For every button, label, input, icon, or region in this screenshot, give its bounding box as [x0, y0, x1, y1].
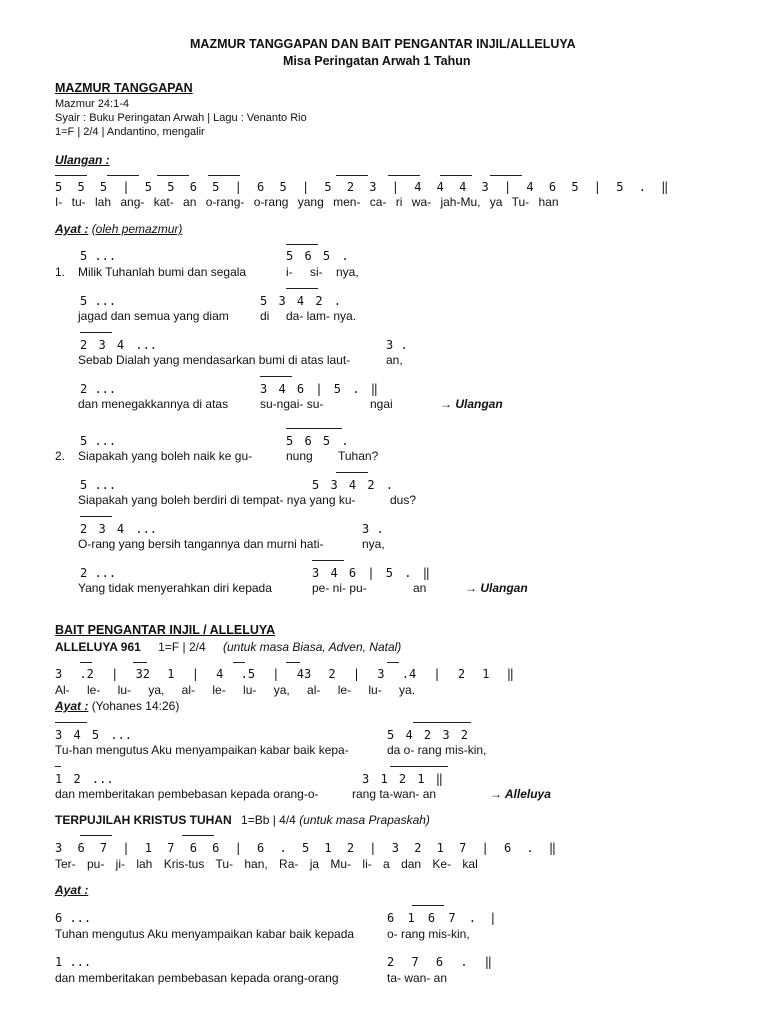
beam — [490, 175, 522, 176]
v1-l1-syl: nya, — [336, 265, 359, 279]
b2-syl: ta- wan- an — [387, 971, 448, 985]
beam — [387, 662, 399, 663]
v1-l2-notes-a: 5 ... — [80, 294, 117, 308]
ayat-line — [55, 222, 182, 236]
mazmur-key: 1=F | 2/4 | Andantino, mengalir — [55, 126, 205, 138]
v1-l3-notes-a: 2 3 4 ... — [80, 338, 158, 352]
ayat-label: Ayat : — [55, 222, 89, 236]
b2-notes-a: 1 ... — [55, 955, 92, 969]
beam — [182, 835, 214, 836]
alleluya-line — [55, 640, 401, 654]
beam — [133, 662, 147, 663]
ulangan-lyric: I- tu- lah ang- kat- an o-rang- o-rang yang men- ca- ri wa- jah-Mu, ya Tu- han — [55, 195, 559, 209]
beam — [157, 175, 189, 176]
v1-l1-notes-b: 5 6 5 . — [286, 249, 349, 263]
v2-l4-syl: pe- ni- pu- — [312, 581, 367, 595]
a2-notes-a: 1 2 ... — [55, 772, 114, 786]
v2-l4-syl: an — [413, 581, 427, 595]
a1-syl: da o- rang mis-kin, — [387, 743, 487, 757]
v2-num: 2. — [55, 449, 66, 463]
v1-l3-text: Sebab Dialah yang mendasarkan bumi di atas laut- — [78, 353, 351, 367]
mazmur-ref: Mazmur 24:1-4 — [55, 98, 129, 110]
beam — [55, 175, 87, 176]
v2-l2-notes-b: 5 3 4 2 . — [312, 478, 394, 492]
v2-l2-text: Siapakah yang boleh berdiri di tempat- nya yang ku- — [78, 493, 356, 507]
v2-ulangan-ref: → Ulangan — [465, 581, 528, 595]
v2-l3-syl: nya, — [362, 537, 385, 551]
bait-ayat-line — [55, 699, 179, 713]
v2-l2-notes-a: 5 ... — [80, 478, 117, 492]
v2-l4-notes-a: 2 ... — [80, 566, 117, 580]
a1-text: Tu-han mengutus Aku menyampaikan kabar baik kepa- — [55, 743, 349, 757]
v1-l4-text: dan menegakkannya di atas — [78, 397, 229, 411]
a1-notes-b: 5 4 2 3 2 — [387, 728, 469, 742]
beam — [286, 662, 300, 663]
tk-line — [55, 813, 430, 827]
ayat-performer: (oleh pemazmur) — [91, 222, 183, 236]
v1-ulangan-ref: → Ulangan — [440, 397, 503, 411]
v1-l2-syl: da- lam- nya. — [286, 309, 357, 323]
ulangan-label: Ulangan : — [55, 153, 110, 167]
v2-l4-text: Yang tidak menyerahkan diri kepada — [78, 581, 272, 595]
b1-notes-b: 6 1 6 7 . | — [387, 911, 497, 925]
mazmur-heading: MAZMUR TANGGAPAN — [55, 81, 193, 95]
beam — [390, 766, 448, 767]
tk-notes: 3 6 7 | 1 7 6 6 | 6 . 5 1 2 | 3 2 1 7 | 6 . ‖ — [55, 841, 557, 855]
a2-notes-b: 3 1 2 1 ‖ — [362, 772, 444, 786]
v1-l3-notes-b: 3 . — [386, 338, 408, 352]
beam — [80, 332, 112, 333]
beam — [286, 428, 342, 429]
alleluya-lyric: Al- le- lu- ya, al- le- lu- ya, al- le- lu- ya. — [55, 683, 416, 697]
beam — [388, 175, 420, 176]
page-subtitle: Misa Peringatan Arwah 1 Tahun — [283, 54, 471, 68]
v1-l1-notes-a: 5 ... — [80, 249, 117, 263]
v1-l1-text: Milik Tuhanlah bumi dan segala — [78, 265, 247, 279]
alleluya-key: 1=F | 2/4 — [158, 640, 206, 654]
v2-l4-notes-b: 3 4 6 | 5 . ‖ — [312, 566, 430, 580]
b1-syl: o- rang mis-kin, — [387, 927, 470, 941]
v1-l3-syl: an, — [386, 353, 403, 367]
beam — [440, 175, 472, 176]
b2-text: dan memberitakan pembebasan kepada orang-orang — [55, 971, 339, 985]
beam — [233, 662, 245, 663]
bait-heading: BAIT PENGANTAR INJIL / ALLELUYA — [55, 623, 276, 637]
v2-l1-notes-a: 5 ... — [80, 434, 117, 448]
v1-l2-notes-b: 5 3 4 2 . — [260, 294, 342, 308]
tk-title: TERPUJILAH KRISTUS TUHAN — [55, 813, 232, 827]
bait-ayat-ref: (Yohanes 14:26) — [91, 699, 180, 713]
beam — [413, 722, 471, 723]
b1-text: Tuhan mengutus Aku menyampaikan kabar baik kepada — [55, 927, 355, 941]
tk-lyric: Ter- pu- ji- lah Kris-tus Tu- han, Ra- ja Mu- li- a dan Ke- kal — [55, 857, 478, 871]
v1-l2-text: jagad dan semua yang diam — [78, 309, 229, 323]
beam — [312, 560, 344, 561]
b2-notes-b: 2 7 6 . ‖ — [387, 955, 493, 969]
tk-ayat-label: Ayat : — [55, 883, 89, 897]
a2-syl: rang ta-wan- an — [352, 787, 437, 801]
page-title: MAZMUR TANGGAPAN DAN BAIT PENGANTAR INJIL/ALLELUYA — [190, 37, 576, 51]
v1-l2-syl: di — [260, 309, 270, 323]
v2-l3-notes-a: 2 3 4 ... — [80, 522, 158, 536]
alleluya-title: ALLELUYA 961 — [55, 640, 141, 654]
beam — [55, 766, 61, 767]
a2-alleluya-ref: → Alleluya — [490, 787, 551, 801]
beam — [286, 244, 318, 245]
v1-l4-syl: su-ngai- su- — [260, 397, 324, 411]
v2-l1-syl: Tuhan? — [338, 449, 379, 463]
ulangan-notes: 5 5 5 | 5 5 6 5 | 6 5 | 5 2 3 | 4 4 4 3 | 4 6 5 | 5 . ‖ — [55, 180, 669, 194]
beam — [336, 175, 368, 176]
a1-notes-a: 3 4 5 ... — [55, 728, 133, 742]
beam — [336, 472, 368, 473]
v1-num: 1. — [55, 265, 66, 279]
v2-l1-text: Siapakah yang boleh naik ke gu- — [78, 449, 253, 463]
beam — [80, 516, 112, 517]
beam — [412, 905, 444, 906]
v1-l4-notes-b: 3 4 6 | 5 . ‖ — [260, 382, 378, 396]
beam — [286, 288, 318, 289]
a2-text: dan memberitakan pembebasan kepada orang-o- — [55, 787, 319, 801]
v2-l1-notes-b: 5 6 5 . — [286, 434, 349, 448]
bait-ayat-label: Ayat : — [55, 699, 89, 713]
tk-key: 1=Bb | 4/4 — [241, 813, 296, 827]
v1-l1-syl: si- — [310, 265, 323, 279]
beam — [55, 722, 87, 723]
v2-l3-text: O-rang yang bersih tangannya dan murni hati- — [78, 537, 324, 551]
beam — [107, 175, 139, 176]
alleluya-season: (untuk masa Biasa, Adven, Natal) — [222, 640, 402, 654]
beam — [80, 662, 92, 663]
mazmur-credits: Syair : Buku Peringatan Arwah | Lagu : Venanto Rio — [55, 112, 307, 124]
v1-l1-syl: i- — [286, 265, 293, 279]
v2-l3-notes-b: 3 . — [362, 522, 384, 536]
b1-notes-a: 6 ... — [55, 911, 92, 925]
v1-l4-notes-a: 2 ... — [80, 382, 117, 396]
v2-l2-syl: dus? — [390, 493, 417, 507]
beam — [80, 835, 112, 836]
v2-l1-syl: nung — [286, 449, 313, 463]
v1-l4-syl: ngai — [370, 397, 393, 411]
tk-season: (untuk masa Prapaskah) — [299, 813, 430, 827]
alleluya-notes: 3 .2 | 32 1 | 4 .5 | 43 2 | 3 .4 | 2 1 ‖ — [55, 667, 514, 681]
beam — [208, 175, 240, 176]
beam — [260, 376, 292, 377]
